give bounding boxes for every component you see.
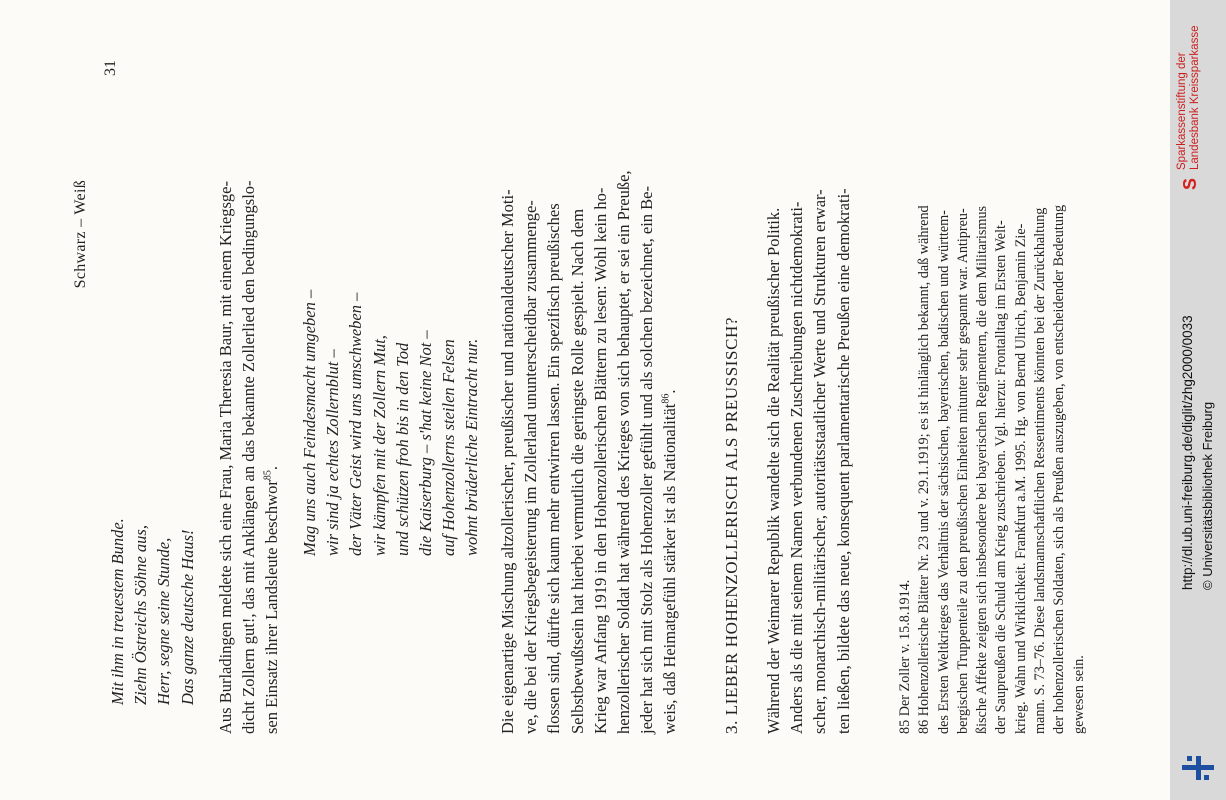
text-line: Während der Weimarer Republik wandelte sich die Realität preußischer Politik.	[764, 207, 783, 734]
text-line: Die eigenartige Mischung altzollerischer, preußischer und nationaldeutscher Moti-	[498, 189, 517, 734]
text-line: dicht Zollern gut!, das mit Anklängen an das bekannte Zollerlied den bedingungslo-	[239, 180, 259, 734]
footnote-86-line: mann. S. 73–76. Diese landsmannschaftlichen Ressentiments könnten bei der Zurückhaltung	[1032, 207, 1049, 734]
sponsor-line-1: Sparkassenstiftung der	[1176, 52, 1188, 170]
paragraph-3	[762, 114, 855, 734]
sponsor-line-2: Landesbank Kreissparkasse	[1189, 25, 1201, 170]
footnote-86-line: bergischen Truppenteile zu den preußischen Einheiten mitunter sehr gespannt war. Antipreu-	[954, 208, 971, 734]
poem-line: Mit ihm in treuestem Bunde.	[108, 518, 127, 705]
permalink-url[interactable]: http://dl.ub.uni-freiburg.de/diglit/zhg2000/0033	[1180, 315, 1195, 590]
poem-line: Ziehn Östreichs Söhne aus,	[131, 525, 151, 705]
footnote-86-line: 86 Hohenzollerische Blätter Nr. 23 und v. 29.1.1919; es ist hinlänglich bekannt, daß während	[916, 205, 933, 734]
footnote-85: 85 Der Zoller v. 15.8.1914.	[897, 579, 913, 734]
running-title: Schwarz – Weiß	[72, 180, 89, 289]
university-library-logo-icon	[1178, 748, 1218, 788]
poem-line: wir kämpfen mit der Zollern Mut,	[369, 335, 389, 556]
footnote-86-line: krieg. Wahn und Wirklichkeit. Frankfurt a.M. 1995. Hg. von Bernd Ulrich, Benjamin Zie-	[1012, 223, 1029, 734]
footnote-86-line: ßische Affekte zeigten sich insbesondere bei bayerischen Regimentern, die dem Militarismus	[974, 205, 991, 734]
footnote-ref-85[interactable]: 85	[262, 470, 274, 481]
text-line: Anders als die mit seinem Namen verbundenen Zuschreibungen nichtdemokrati-	[787, 201, 807, 734]
poem-line: die Kaiserburg – s'hat keine Not –	[416, 330, 436, 556]
text-line: weis, daß Heimatgefühl stärker ist als Nationalität$^{86}$.	[660, 389, 680, 734]
viewer-sidebar	[1170, 0, 1226, 800]
page-number: 31	[102, 60, 119, 76]
poem-line: Das ganze deutsche Haus!	[177, 529, 197, 705]
poem-line: wir sind ja echtes Zollernblut –	[323, 349, 343, 556]
text-line: henzollerischer Soldat hat während des Krieges von sich behauptet, er sei ein Preuße,	[614, 170, 634, 734]
poem-stanza-1	[106, 518, 199, 705]
text-line: flossen sind, dürfte sich kaum mehr entwirren lassen. Ein spezifisch preußisches	[544, 203, 564, 734]
sparkasse-logo-icon: S	[1180, 177, 1200, 190]
footnote-86-line: der hohenzollerischen Soldaten, sich als Preußen auszugeben, von entscheidender Bedeutung	[1051, 204, 1068, 734]
section-heading: 3. LIEBER HOHENZOLLERISCH ALS PREUSSISCH?	[722, 316, 741, 734]
text-line: Selbstbewußtsein hat hierbei vermutlich die geringste Rolle gespielt. Nach dem	[567, 208, 587, 734]
text-line: sen Einsatz ihrer Landsleute beschwor$^{85}$.	[262, 466, 282, 734]
text-line: Krieg war Anfang 1919 in den Hohenzollerischen Blättern zu lesen: Wohl kein ho-	[590, 187, 610, 734]
text-line: jeder hat sich mit Stolz als Hohenzoller gefühlt und als solchen bezeichnet, ein Be-	[637, 186, 657, 734]
footnote-86-line: des Ersten Weltkrieges das Verhältnis der sächsischen, bayerischen, badischen und württem-	[935, 210, 952, 734]
text-line: ve, die bei der Kriegsbegeisterung im Zollerland ununterscheidbar zusammenge-	[521, 200, 541, 734]
text-line: scher, monarchisch-militärischer, autoritätsstaatlicher Werte und Strukturen erwar-	[810, 189, 830, 734]
poem-line: Mag uns auch Feindesmacht umgeben –	[300, 289, 319, 556]
poem-line: der Väter Geist wird uns umschweben –	[346, 292, 366, 556]
paragraph-2	[496, 114, 682, 734]
sidebar-rotated	[1170, 0, 1226, 800]
poem-line: Herr, segne seine Stunde,	[154, 537, 174, 705]
poem-line: wohnt brüderliche Eintracht nur.	[462, 338, 482, 556]
sponsor-text	[1176, 26, 1202, 170]
text-line: Aus Burladingen meldete sich eine Frau, Maria Theresia Baur, mit einem Kriegsge-	[216, 181, 235, 734]
poem-stanza-2	[298, 290, 484, 556]
paragraph-1	[214, 114, 284, 734]
poem-line: und schützen froh bis in den Tod	[392, 342, 412, 556]
copyright-notice: © Universitätsbibliothek Freiburg	[1200, 401, 1215, 590]
footnote-ref-86[interactable]: 86	[660, 393, 672, 404]
text-line: ten ließen, bildete das neue, konsequent parlamentarische Preußen eine demokrati-	[833, 188, 853, 734]
poem-line: auf Hohenzollerns steilen Felsen	[439, 339, 459, 556]
footnotes	[896, 114, 1089, 734]
footnote-86-line: der Saupreußen die Schuld am Krieg zuschrieben. Vgl. hierzu: Frontalltag im Ersten Welt-	[993, 220, 1010, 734]
footnote-86-line: gewesen sein.	[1070, 655, 1087, 734]
